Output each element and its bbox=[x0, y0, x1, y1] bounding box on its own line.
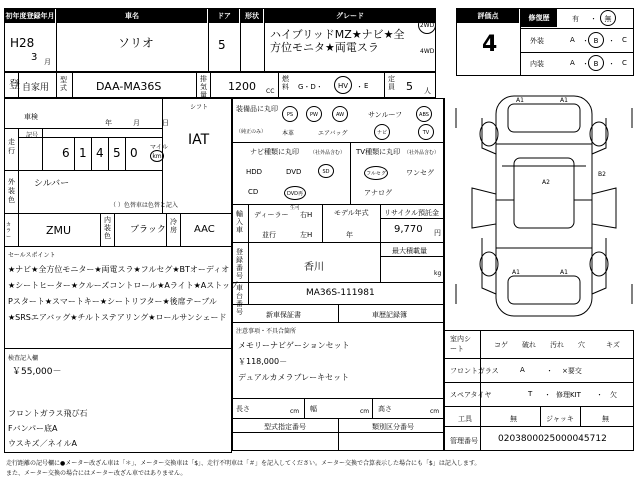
sales-line: ★SRSエアバッグ★チルトステアリング★ロールサンシェード bbox=[8, 313, 227, 322]
shift-label: シフト bbox=[190, 104, 209, 111]
nav-item-0: HDD bbox=[246, 168, 263, 176]
tv-item-1: ワンセグ bbox=[406, 169, 434, 177]
ac-label: 冷房 bbox=[170, 218, 177, 234]
seat-opt-1: 破れ bbox=[522, 341, 536, 349]
ext-opt-2: B bbox=[588, 32, 604, 48]
inspect-month: 月 bbox=[133, 119, 140, 127]
type-label: 型式指定番号 bbox=[264, 423, 306, 431]
tools-value: 無 bbox=[510, 415, 517, 423]
ken-label: 登 bbox=[9, 78, 20, 91]
model-year-unit: 年 bbox=[346, 231, 353, 239]
notes-box-line: ￥118,000－ bbox=[238, 357, 288, 366]
mileage-digit: 1 bbox=[79, 146, 87, 160]
exterior-label: 外装色 bbox=[8, 178, 15, 204]
spare-opt-2: 修理KIT bbox=[556, 391, 581, 399]
nav-sub: （社外品含む） bbox=[310, 150, 346, 156]
recycle-label: 検査記入欄 bbox=[8, 355, 39, 362]
front-label: フロントガラス bbox=[450, 367, 499, 375]
disp-value: 1200 bbox=[228, 80, 256, 93]
sales-line: Pスタート★スマートキー★シートリフター★後席テーブル bbox=[8, 297, 217, 306]
tv-item-0: フルセグ bbox=[364, 166, 388, 180]
repair-opt-1: ・ bbox=[590, 15, 597, 23]
int-label: 内装 bbox=[530, 60, 544, 68]
tv-sub: （社外品含む） bbox=[404, 150, 440, 156]
sales-label: セールスポイント bbox=[8, 252, 56, 259]
reg-year-header: 初年度登録年月 bbox=[5, 9, 55, 23]
recycle-value: ￥55,000－ bbox=[12, 367, 62, 377]
drive-2wd: 2WD bbox=[418, 16, 436, 34]
notes-box-line: メモリーナビゲーションセット bbox=[238, 341, 350, 350]
fuel-options: G・D・ bbox=[298, 83, 323, 91]
model-year-label: モデル年式 bbox=[334, 209, 369, 217]
seat-opt-4: キズ bbox=[606, 341, 620, 349]
equip2-item-3: TV bbox=[418, 124, 434, 140]
digit-divider bbox=[74, 137, 75, 170]
inspect-day: 日 bbox=[162, 119, 169, 127]
score-header: 評価点 bbox=[457, 9, 519, 23]
spare-label: スペアタイヤ bbox=[450, 391, 492, 399]
diagram-label-5: A1 bbox=[512, 269, 520, 276]
equip2-item-0: 本革 bbox=[282, 130, 295, 137]
color-code: ZMU bbox=[46, 224, 72, 237]
int-opt-3: ・ bbox=[608, 60, 615, 68]
front-opt-0: A bbox=[520, 366, 525, 374]
repair-opt-2: 無 bbox=[600, 10, 616, 26]
car-name-header: 車名 bbox=[57, 9, 207, 23]
interior-value: ブラック bbox=[130, 225, 166, 235]
width-label: 幅 bbox=[310, 405, 317, 413]
chassis-label: 車台番号 bbox=[236, 284, 243, 316]
front-opt-2: ×要交 bbox=[562, 367, 582, 375]
right-hand-label: 右H bbox=[300, 211, 313, 219]
nav-item-4: DVD再生可 bbox=[284, 186, 306, 200]
width-unit: cm bbox=[360, 408, 370, 415]
shape-header: 形状 bbox=[241, 9, 263, 23]
grade-header: グレード bbox=[265, 9, 435, 23]
int-opt-4: C bbox=[622, 59, 627, 67]
equip2-item-2: ナビ bbox=[374, 124, 390, 140]
grade-text: ハイブリッドMZ★ナビ★全方位モニタ★両電スラ bbox=[270, 28, 405, 54]
model-value: DAA-MA36S bbox=[96, 80, 162, 93]
repair-label: 修復歴 bbox=[521, 9, 557, 27]
equip-item-0: PS bbox=[282, 106, 298, 122]
left-hand-label: 左H bbox=[300, 231, 313, 239]
tv-label: TV種類に丸印 bbox=[356, 148, 401, 156]
front-opt-1: ・ bbox=[546, 367, 553, 375]
length-label: 長さ bbox=[236, 405, 250, 413]
repair-opt-0: 有 bbox=[572, 15, 579, 23]
chassis-value: MA36S-111981 bbox=[306, 288, 375, 298]
fuel-label: 燃料 bbox=[282, 75, 289, 91]
seat-opt-0: コゲ bbox=[494, 341, 508, 349]
jack-value: 無 bbox=[602, 415, 609, 423]
interior-label: 内装色 bbox=[104, 216, 111, 240]
recycle-fee: 9,770 bbox=[394, 224, 423, 235]
mileage-digit: 6 bbox=[62, 146, 70, 160]
color-label: カラー bbox=[6, 222, 12, 240]
cc-unit: CC bbox=[266, 88, 275, 95]
length-unit: cm bbox=[290, 408, 300, 415]
score-value: 4 bbox=[482, 32, 498, 57]
note-line: Fバンパー底A bbox=[8, 424, 58, 433]
equip2-item-1: エアバッグ bbox=[318, 130, 348, 137]
spare-opt-1: ・ bbox=[544, 391, 551, 399]
equip-item-4: ABS bbox=[416, 106, 432, 122]
notes-label: 注意事項・不具合箇所 bbox=[236, 328, 297, 335]
model-label: 型式 bbox=[60, 76, 67, 92]
exterior-value: シルバー bbox=[34, 179, 70, 189]
equip-sublabel: （純正のみ） bbox=[236, 129, 267, 135]
car-damage-diagram bbox=[452, 88, 636, 324]
person-unit: 人 bbox=[424, 87, 431, 95]
sales-line: ★ナビ★全方位モニター★両電スラ★フルセグ★BTオーディオ bbox=[8, 265, 230, 274]
ext-opt-1: ・ bbox=[582, 37, 589, 45]
jack-label: ジャッキ bbox=[546, 415, 574, 423]
diagram-label-1: A1 bbox=[516, 97, 524, 104]
int-opt-2: B bbox=[588, 55, 604, 71]
reg-value: 香川 bbox=[304, 262, 324, 273]
ext-opt-3: ・ bbox=[608, 37, 615, 45]
nav-label: ナビ種類に丸印 bbox=[250, 148, 299, 156]
ext-opt-0: A bbox=[570, 36, 575, 44]
diagram-label-6: A1 bbox=[560, 269, 568, 276]
diagram-label-3: A2 bbox=[542, 179, 550, 186]
sales-line: ★シートヒーター★クルーズコントロール★Aライト★Aストップ bbox=[8, 281, 239, 290]
mileage-digit: 5 bbox=[113, 146, 121, 160]
km-unit: km bbox=[150, 150, 164, 162]
height-unit: cm bbox=[430, 408, 440, 415]
note-line: ウスキズ／ネイルA bbox=[8, 439, 77, 448]
new-guarantee-label: 新車保証書 bbox=[266, 311, 301, 319]
recycle-fee-label: リサイクル預託金 bbox=[384, 209, 440, 217]
ac-value: AAC bbox=[194, 224, 215, 235]
spare-opt-0: T bbox=[528, 390, 533, 398]
spare-opt-3: ・ bbox=[596, 391, 603, 399]
equip-item-3: サンルーフ bbox=[368, 111, 403, 119]
diagram-label-2: A1 bbox=[560, 97, 568, 104]
disp-label: 排気量 bbox=[200, 75, 207, 99]
nav-item-2: SD bbox=[318, 164, 334, 178]
footer-note-1: 走行距離の記号欄に●メーター改ざん車は「＊」、メーター交換車は「$」、走行不明車は「＃」を記入してください。メーター交換で合算表示した場合にも「$」は記入します。 bbox=[6, 460, 481, 467]
digit-divider bbox=[108, 137, 109, 170]
kg-unit: kg bbox=[434, 270, 442, 277]
mileage-label: 走行 bbox=[8, 138, 15, 155]
tools-label: 工具 bbox=[458, 415, 472, 423]
digit-divider bbox=[91, 137, 92, 170]
doors-value: 5 bbox=[218, 38, 226, 52]
ext-label: 外装 bbox=[530, 37, 544, 45]
capacity-label: 定員 bbox=[388, 75, 395, 91]
tv-item-2: アナログ bbox=[364, 189, 392, 197]
equip-label: 装備品に丸印 bbox=[236, 105, 278, 113]
seat-opt-3: 穴 bbox=[578, 341, 585, 349]
reg-era: H28 bbox=[10, 36, 35, 50]
capacity-value: 5 bbox=[406, 80, 413, 93]
spare-opt-4: 欠 bbox=[610, 391, 617, 399]
equip-item-1: PW bbox=[306, 106, 322, 122]
note-line: フロントガラス飛び石 bbox=[8, 409, 88, 418]
reg-month: 3 bbox=[31, 52, 38, 63]
mileage-digit: 0 bbox=[130, 146, 138, 160]
int-opt-0: A bbox=[570, 59, 575, 67]
notes-box-line: デュアルカメラブレーキセット bbox=[238, 373, 350, 382]
use-label: 自家用 bbox=[22, 83, 50, 93]
digit-divider bbox=[125, 137, 126, 170]
car-name: ソリオ bbox=[118, 36, 154, 50]
seat-label: 室内シート bbox=[450, 335, 471, 353]
mileage-sub: 記号 bbox=[26, 132, 39, 139]
footer-note-2: また、メーター交換の場合にはメーター改ざん車ではありません。 bbox=[6, 470, 187, 477]
ext-opt-4: C bbox=[622, 36, 627, 44]
equip-item-2: AW bbox=[332, 106, 348, 122]
recycle-fee-yen: 円 bbox=[434, 229, 441, 237]
parallel-label: 並行 bbox=[262, 231, 276, 239]
fuel-e: E bbox=[364, 82, 369, 90]
shift-value: IAT bbox=[188, 132, 210, 148]
diagram-label-4: B2 bbox=[598, 171, 606, 178]
int-opt-1: ・ bbox=[582, 60, 589, 68]
height-label: 高さ bbox=[378, 405, 392, 413]
fuel-hv: HV bbox=[334, 76, 352, 94]
mgmt-value: 0203800025000045712 bbox=[498, 434, 607, 444]
max-load-label: 最大積載量 bbox=[392, 247, 427, 255]
mileage-digit: 4 bbox=[96, 146, 104, 160]
drive-4wd: 4WD bbox=[420, 48, 435, 55]
manual-label: 車歴記録簿 bbox=[372, 311, 407, 319]
reg-label: 登録番号 bbox=[236, 248, 243, 280]
inspect-year: 年 bbox=[105, 119, 112, 127]
fuel-dot: ・ bbox=[356, 83, 363, 91]
nav-item-3: CD bbox=[248, 188, 259, 196]
class-label: 類別区分番号 bbox=[372, 423, 414, 431]
month-unit: 月 bbox=[44, 58, 51, 66]
mgmt-label: 管理番号 bbox=[450, 437, 478, 445]
seat-opt-2: 汚れ bbox=[550, 341, 564, 349]
dealer-label: ディーラー bbox=[254, 211, 289, 219]
mile-label: マイル bbox=[150, 144, 168, 151]
doors-header: ドア bbox=[209, 9, 239, 23]
import-label: 輸入車 bbox=[236, 210, 243, 234]
nav-item-1: DVD bbox=[286, 168, 302, 176]
color-note: （ ）色替車は色替と記入 bbox=[110, 202, 178, 209]
inspection-label: 車検 bbox=[24, 113, 38, 121]
